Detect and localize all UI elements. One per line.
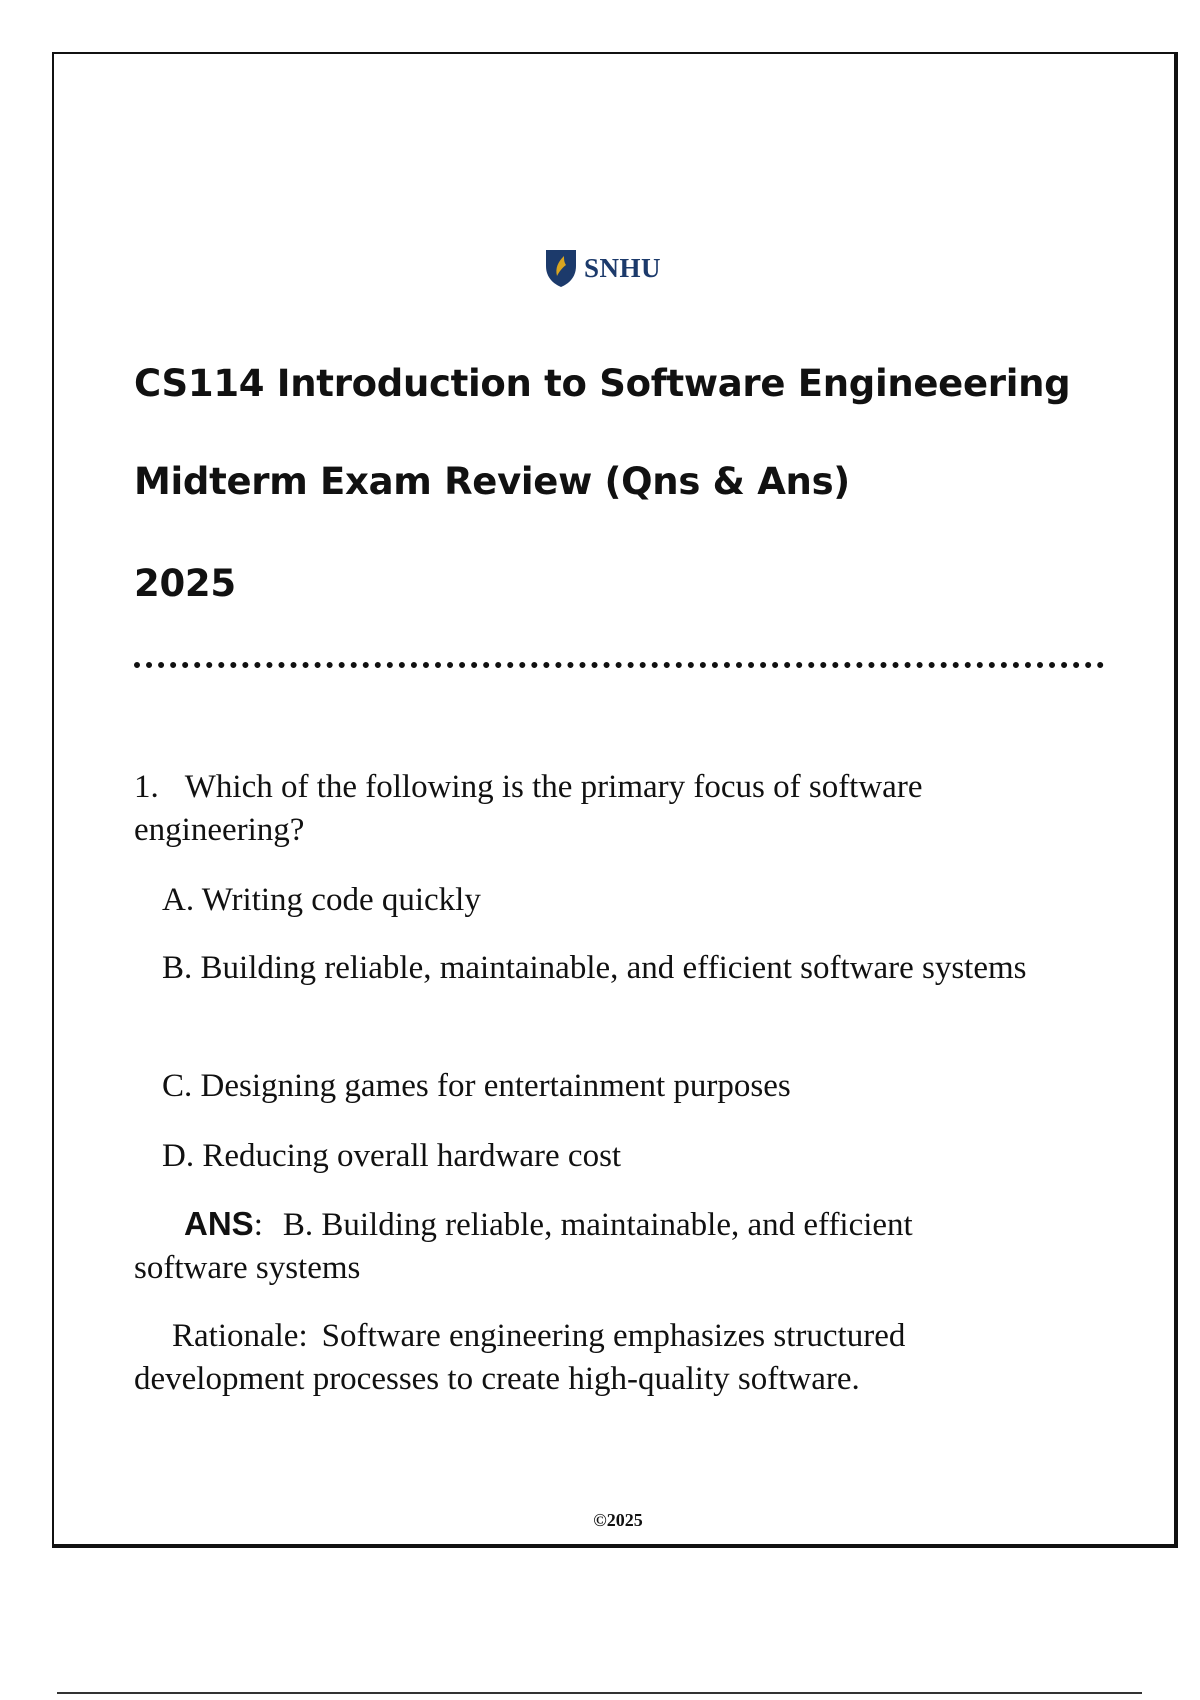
shield-flame-icon xyxy=(544,248,578,288)
document-year: 2025 xyxy=(134,562,236,605)
dotted-divider xyxy=(134,662,1104,668)
answer-text: B. Building reliable, maintainable, and efficient software systems xyxy=(134,1207,913,1286)
option-c xyxy=(134,1065,1034,1108)
option-d-text: D. Reducing overall hardware cost xyxy=(162,1138,622,1174)
option-c-text: C. Designing games for entertainment purposes xyxy=(162,1068,791,1104)
answer-separator: : xyxy=(253,1207,263,1243)
answer-block xyxy=(134,1202,1034,1290)
rationale-text: Software engineering emphasizes structured development processes to create high-quality software. xyxy=(134,1318,906,1397)
option-a xyxy=(134,879,1034,922)
question-number: 1. xyxy=(134,769,159,805)
rationale-label: Rationale: xyxy=(172,1318,308,1354)
copyright-footer: ©2025 xyxy=(593,1510,643,1530)
bottom-rule xyxy=(57,1692,1142,1694)
option-b-text: B. Building reliable, maintainable, and efficient software systems xyxy=(162,950,1027,986)
option-b xyxy=(134,947,1034,990)
snhu-logo xyxy=(544,248,661,288)
answer-label: ANS xyxy=(184,1205,254,1242)
document-subtitle: Midterm Exam Review (Qns & Ans) xyxy=(134,460,850,503)
document-title: CS114 Introduction to Software Engineeering xyxy=(134,362,1071,405)
rationale-block xyxy=(134,1315,1034,1401)
question-text: Which of the following is the primary focus of software engineering? xyxy=(134,769,923,848)
option-d xyxy=(134,1135,1034,1178)
logo-text: SNHU xyxy=(584,252,662,283)
option-a-text: A. Writing code quickly xyxy=(162,882,481,918)
question-stem xyxy=(134,766,1034,852)
